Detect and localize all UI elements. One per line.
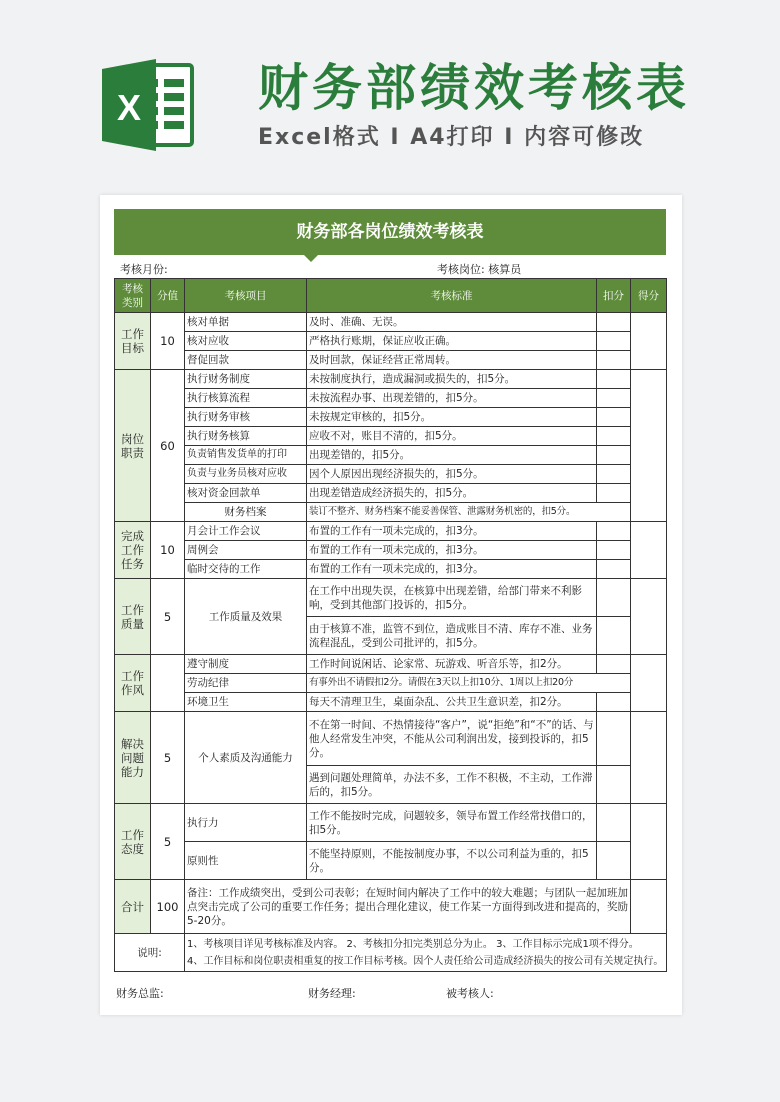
category-cell: 岗位职责 (115, 370, 151, 522)
standard-cell: 及时、准确、无误。 (307, 313, 597, 332)
deduct-cell[interactable] (597, 389, 631, 408)
excel-icon (100, 55, 196, 155)
item-cell: 执行财务制度 (185, 370, 307, 389)
standard-cell: 不在第一时间、不热情接待“客户”，说“拒绝”和“不”的话、与他人经常发生冲突，不能从公司利润出发，接到投诉的，扣5分。 (307, 712, 597, 766)
score-cell: 10 (151, 313, 185, 370)
standard-cell: 出现差错的，扣5分。 (307, 446, 597, 465)
item-cell: 负责销售发货单的打印 (185, 446, 307, 465)
item-cell: 个人素质及沟通能力 (185, 712, 307, 804)
deduct-cell[interactable] (597, 766, 631, 804)
deduct-cell[interactable] (597, 541, 631, 560)
standard-cell: 装订不整齐、财务档案不能妥善保管、泄露财务机密的，扣5分。 (307, 503, 631, 522)
standard-cell: 由于核算不准，监管不到位，造成账目不清、库存不准、业务流程混乱，受到公司批评的，扣5分。 (307, 617, 597, 655)
category-cell: 完成工作任务 (115, 522, 151, 579)
position-field (437, 261, 521, 277)
deduct-cell[interactable] (597, 484, 631, 503)
standard-cell: 遇到问题处理简单，办法不多，工作不积极，不主动，工作滞后的，扣5分。 (307, 766, 597, 804)
standard-cell: 未按规定审核的，扣5分。 (307, 408, 597, 427)
deduct-cell[interactable] (597, 712, 631, 766)
item-cell: 工作质量及效果 (185, 579, 307, 655)
note-line: 4、工作目标和岗位职责相重复的按工作目标考核。因个人责任给公司造成经济损失的按公司有关规定执行。 (187, 955, 664, 967)
page-title: 财务部绩效考核表 (258, 59, 690, 117)
item-cell: 核对应收 (185, 332, 307, 351)
category-cell: 工作目标 (115, 313, 151, 370)
final-score-cell[interactable] (631, 579, 667, 655)
deduct-cell[interactable] (597, 693, 631, 712)
category-cell: 工作态度 (115, 804, 151, 880)
item-cell: 督促回款 (185, 351, 307, 370)
item-cell: 核对资金回款单 (185, 484, 307, 503)
standard-cell: 布置的工作有一项未完成的，扣3分。 (307, 541, 597, 560)
item-cell: 执行财务审核 (185, 408, 307, 427)
col-header-item: 考核项目 (185, 279, 307, 313)
item-cell: 财务档案 (185, 503, 307, 522)
deduct-cell[interactable] (597, 842, 631, 880)
standard-cell: 未按流程办事、出现差错的，扣5分。 (307, 389, 597, 408)
standard-cell: 工作时间说闲话、论家常、玩游戏、听音乐等，扣2分。 (307, 655, 597, 674)
deduct-cell[interactable] (597, 804, 631, 842)
standard-cell: 严格执行账期，保证应收正确。 (307, 332, 597, 351)
standard-cell: 工作不能按时完成，问题较多，领导布置工作经常找借口的，扣5分。 (307, 804, 597, 842)
standard-cell: 及时回款，保证经营正常周转。 (307, 351, 597, 370)
item-cell: 核对单据 (185, 313, 307, 332)
total-label-cell: 合计 (115, 880, 151, 934)
final-score-cell[interactable] (631, 370, 667, 522)
score-cell: 5 (151, 579, 185, 655)
page-subtitle: Excel格式 I A4打印 I 内容可修改 (258, 125, 645, 150)
appraisal-table (114, 278, 667, 972)
standard-cell: 布置的工作有一项未完成的，扣3分。 (307, 560, 597, 579)
deduct-cell[interactable] (597, 617, 631, 655)
standard-cell: 每天不清理卫生，桌面杂乱、公共卫生意识差，扣2分。 (307, 693, 597, 712)
position-value: 核算员 (488, 263, 522, 276)
standard-cell: 出现差错造成经济损失的，扣5分。 (307, 484, 597, 503)
item-cell: 周例会 (185, 541, 307, 560)
month-label: 考核月份: (120, 263, 168, 276)
item-cell: 劳动纪律 (185, 674, 307, 693)
standard-cell: 布置的工作有一项未完成的，扣3分。 (307, 522, 597, 541)
remark-cell: 备注：工作成绩突出，受到公司表彰；在短时间内解决了工作中的较大难题；与团队一起加班加点突击完成了公司的重要工作任务；提出合理化建议，使工作某一方面得到改进和提高的，奖励5-20分。 (185, 880, 631, 934)
deduct-cell[interactable] (597, 370, 631, 389)
final-score-cell[interactable] (631, 804, 667, 880)
score-cell: 5 (151, 712, 185, 804)
sheet (100, 195, 682, 1015)
deduct-cell[interactable] (597, 579, 631, 617)
standard-cell: 因个人原因出现经济损失的，扣5分。 (307, 465, 597, 484)
excel-icon-letter: X (116, 87, 142, 128)
deduct-cell[interactable] (597, 332, 631, 351)
finance-chief-signature: 财务总监: (116, 987, 164, 1000)
score-cell (151, 655, 185, 712)
appraisee-signature: 被考核人: (446, 987, 494, 1000)
standard-cell: 应收不对，账目不清的，扣5分。 (307, 427, 597, 446)
final-score-cell[interactable] (631, 712, 667, 804)
sheet-title (114, 209, 666, 255)
standard-cell: 有事外出不请假扣2分。请假在3天以上扣10分、1周以上扣20分 (307, 674, 631, 693)
note-line: 1、考核项目详见考核标准及内容。 2、考核扣分扣完类别总分为止。 3、工作目标示完成1项不得分。 (187, 938, 639, 950)
item-cell: 遵守制度 (185, 655, 307, 674)
sheet-title-text: 财务部各岗位绩效考核表 (296, 222, 484, 242)
item-cell: 执行财务核算 (185, 427, 307, 446)
item-cell: 执行力 (185, 804, 307, 842)
notes-label: 说明: (115, 934, 185, 972)
deduct-cell[interactable] (597, 351, 631, 370)
deduct-cell[interactable] (597, 655, 631, 674)
deduct-cell[interactable] (597, 408, 631, 427)
deduct-cell[interactable] (597, 522, 631, 541)
deduct-cell[interactable] (597, 560, 631, 579)
score-cell: 10 (151, 522, 185, 579)
standard-cell: 不能坚持原则，不能按制度办事，不以公司利益为重的，扣5分。 (307, 842, 597, 880)
final-score-cell[interactable] (631, 313, 667, 370)
deduct-cell[interactable] (597, 465, 631, 484)
col-header-standard: 考核标准 (307, 279, 597, 313)
final-score-cell[interactable] (631, 655, 667, 712)
score-cell: 60 (151, 370, 185, 522)
col-header-score: 分值 (151, 279, 185, 313)
deduct-cell[interactable] (597, 313, 631, 332)
col-header-category: 考核类别 (115, 279, 151, 313)
item-cell: 执行核算流程 (185, 389, 307, 408)
col-header-final: 得分 (631, 279, 667, 313)
standard-cell: 在工作中出现失误，在核算中出现差错，给部门带来不利影响，受到其他部门投诉的，扣5分。 (307, 579, 597, 617)
title-notch (304, 255, 318, 262)
total-final-cell[interactable] (631, 880, 667, 934)
col-header-deduct: 扣分 (597, 279, 631, 313)
item-cell: 负责与业务员核对应收 (185, 465, 307, 484)
score-cell: 5 (151, 804, 185, 880)
item-cell: 临时交待的工作 (185, 560, 307, 579)
banner (0, 0, 780, 195)
notes-cell (185, 934, 667, 972)
finance-manager-signature: 财务经理: (308, 987, 356, 1000)
standard-cell: 未按制度执行，造成漏洞或损失的，扣5分。 (307, 370, 597, 389)
deduct-cell[interactable] (597, 427, 631, 446)
item-cell: 环境卫生 (185, 693, 307, 712)
total-score-cell: 100 (151, 880, 185, 934)
item-cell: 原则性 (185, 842, 307, 880)
position-label: 考核岗位: (437, 263, 485, 276)
category-cell: 工作质量 (115, 579, 151, 655)
category-cell: 解决问题能力 (115, 712, 151, 804)
item-cell: 月会计工作会议 (185, 522, 307, 541)
deduct-cell[interactable] (597, 446, 631, 465)
category-cell: 工作作风 (115, 655, 151, 712)
final-score-cell[interactable] (631, 522, 667, 579)
